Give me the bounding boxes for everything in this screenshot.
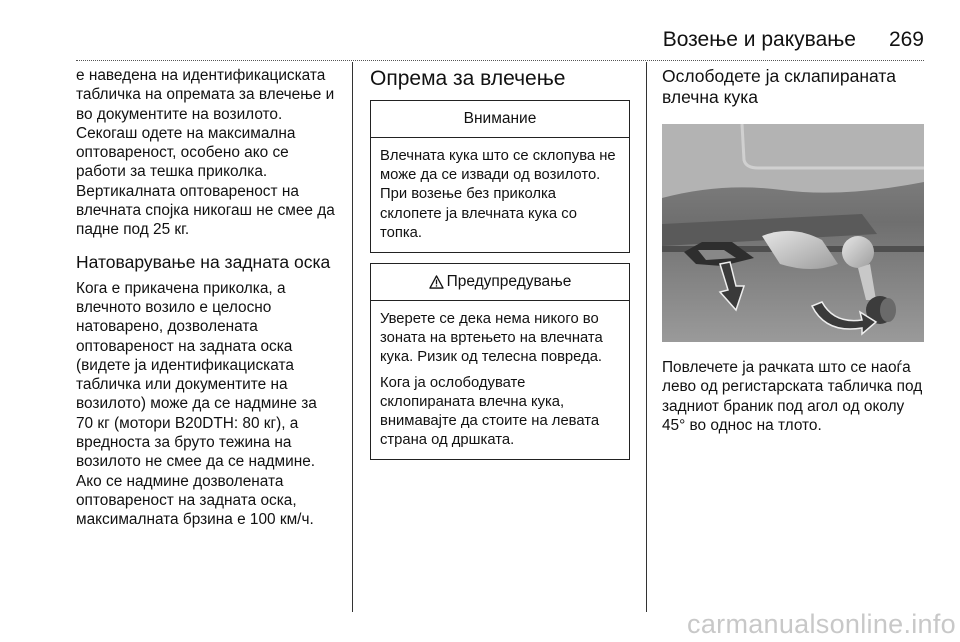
rear-axle-load-paragraph: Кога е прикачена приколка, а влечното возило е целосно натоварено, дозволената оптовареност на задната оска (видете ја идентификациската табличка или документите на возилото) може да се надмине за 70 кг (мотори B20DTH: 80 кг), а вредноста за бруто тежина на возилото не смее да се надмине. Ако се надмине дозволената оптовареност на задната оска, максималната брзина е 100 км/ч. <box>76 279 317 529</box>
rear-axle-load-heading: Натоварување на задната оска <box>76 251 331 272</box>
towing-equipment-heading: Опрема за влечење <box>370 67 566 90</box>
header-divider <box>76 60 924 61</box>
towing-load-paragraph: е наведена на идентификациската табличка на опремата за влечење и во документите на возилото. Секогаш одете на максимална оптовареност, особено ако се работи за тешка приколка. Вертикалната оптовареност на влечната спојка никогаш не смее да падне под 25 кг. <box>76 67 335 239</box>
towbar-release-photo <box>662 124 924 342</box>
section-title: Возење и ракување <box>662 28 856 51</box>
warning-box <box>370 263 630 460</box>
towbar-illustration <box>662 124 924 342</box>
watermark: carmanualsonline.info <box>687 609 956 639</box>
warning-header <box>371 264 629 301</box>
warning-text-1: Уверете се дека нема никого во зоната на вртењето на влечната кука. Ризик од телесна повреда. <box>380 311 603 366</box>
notice-title: Внимание <box>371 101 629 138</box>
column-middle <box>370 66 632 460</box>
column-divider-left <box>352 62 353 612</box>
page-number: 269 <box>888 28 924 51</box>
release-hook-caption: Повлечете ја рачката што се наоѓа лево од регистарската табличка под задниот браник под агол од околу 45° во однос на тлото. <box>662 359 923 434</box>
warning-title: Предупредување <box>446 273 572 291</box>
column-divider-right <box>646 62 647 612</box>
column-left <box>76 66 338 530</box>
release-hook-heading: Ослободете ја склапираната влечна кука <box>662 66 896 107</box>
notice-text: Влечната кука што се склопува не може да се извади од возилото. При возење без приколка склопете ја влечната кука со топка. <box>380 148 616 241</box>
warning-triangle-icon <box>429 275 444 289</box>
warning-text-2: Кога ја ослободувате склопираната влечна кука, внимавајте да стоите на левата страна од дршката. <box>380 374 600 449</box>
notice-box <box>370 100 630 253</box>
column-right <box>662 66 924 435</box>
